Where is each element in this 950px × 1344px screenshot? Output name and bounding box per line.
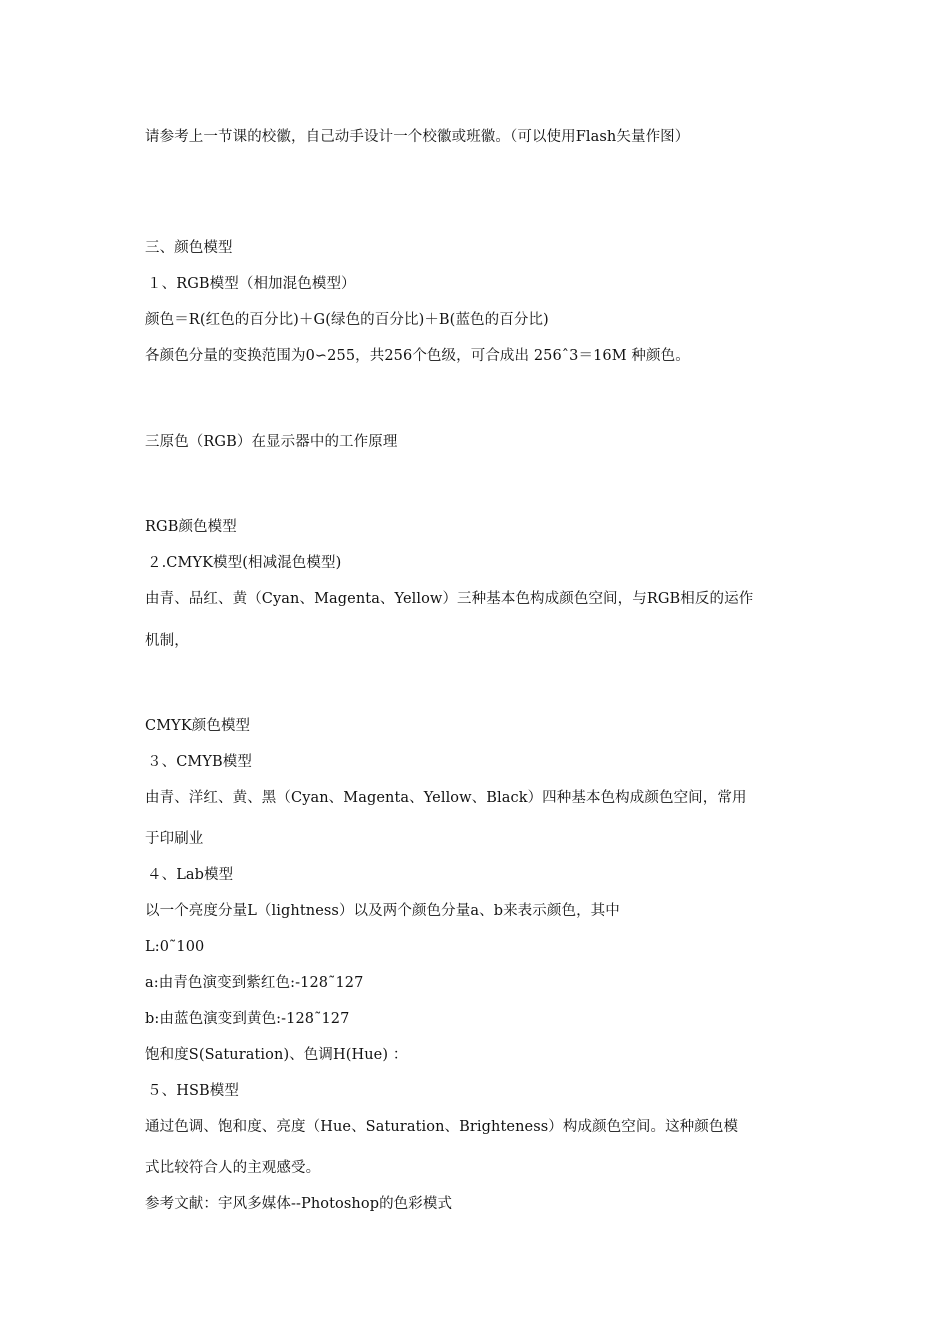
intro-paragraph: 请参考上一节课的校徽，自己动手设计一个校徽或班徽。（可以使用Flash矢量作图） <box>145 129 690 145</box>
cmyb-heading: ３、CMYB模型 <box>147 754 252 770</box>
reference-line: 参考文献：宇风多媒体--Photoshop的色彩模式 <box>145 1196 453 1212</box>
cmyk-desc-line2: 机制， <box>145 633 189 649</box>
cmyk-figure-caption: CMYK颜色模型 <box>145 718 251 734</box>
lab-sat-hue: 饱和度S(Saturation)、色调H(Hue) ： <box>145 1047 408 1063</box>
lab-a-range: a:由青色演变到紫红色:-128˜127 <box>145 975 364 991</box>
lab-b-range: b:由蓝色演变到黄色:-128˜127 <box>145 1011 350 1027</box>
rgb-figure-caption-2: RGB颜色模型 <box>145 519 237 535</box>
section-title: 三、颜色模型 <box>145 240 233 256</box>
cmyb-desc-line2: 于印刷业 <box>145 831 204 847</box>
lab-heading: ４、Lab模型 <box>147 867 234 883</box>
hsb-heading: ５、HSB模型 <box>147 1083 239 1099</box>
lab-desc: 以一个亮度分量L（lightness）以及两个颜色分量a、b来表示颜色，其中 <box>145 903 620 919</box>
cmyb-desc-line1: 由青、洋红、黄、黑（Cyan、Magenta、Yellow、Black）四种基本色构成颜色空间，常用 <box>145 790 747 806</box>
lab-l-range: L:0˜100 <box>145 939 205 955</box>
rgb-range: 各颜色分量的变换范围为0∽255，共256个色级，可合成出 256ˆ3＝16M 种颜色。 <box>145 348 690 364</box>
rgb-figure-caption-1: 三原色（RGB）在显示器中的工作原理 <box>145 434 398 450</box>
rgb-formula: 颜色＝R(红色的百分比)＋G(绿色的百分比)＋B(蓝色的百分比) <box>145 312 549 328</box>
cmyk-desc-line1: 由青、品红、黄（Cyan、Magenta、Yellow）三种基本色构成颜色空间，与RGB相反的运作 <box>145 591 754 607</box>
hsb-desc-line2: 式比较符合人的主观感受。 <box>145 1160 321 1176</box>
hsb-desc-line1: 通过色调、饱和度、亮度（Hue、Saturation、Brighteness）构成颜色空间。这种颜色模 <box>145 1119 739 1135</box>
cmyk-heading: ２.CMYK模型(相减混色模型) <box>147 555 342 571</box>
rgb-heading: １、RGB模型（相加混色模型） <box>147 276 356 292</box>
